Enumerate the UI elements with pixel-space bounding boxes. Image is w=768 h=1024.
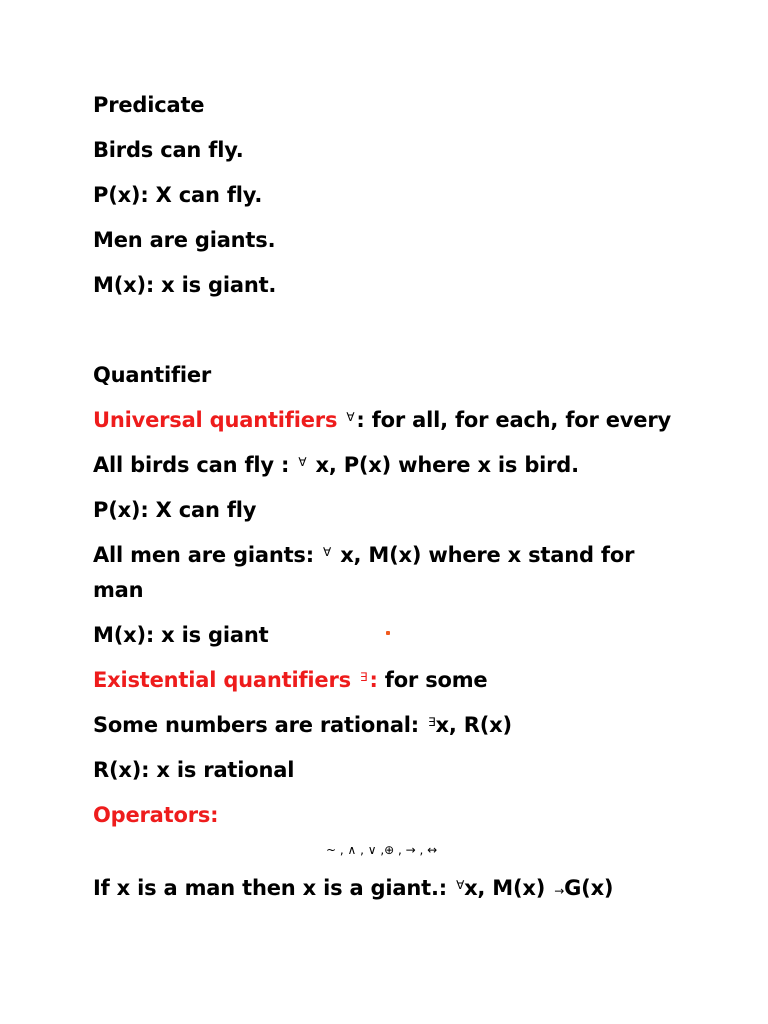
exists-symbol: ∃	[360, 670, 368, 684]
all-birds-line	[93, 451, 579, 482]
existential-quantifier-line	[93, 666, 487, 697]
forall-symbol: ∀	[298, 455, 307, 469]
some-numbers-prefix: Some numbers are rational:	[93, 713, 420, 737]
if-man-middle: x, M(x)	[464, 876, 546, 900]
px-can-fly-line: P(x): X can fly.	[93, 183, 263, 207]
all-men-suffix: x, M(x) where x stand for	[340, 543, 635, 567]
px-can-fly-line-2: P(x): X can fly	[93, 498, 257, 522]
forall-symbol: ∀	[323, 545, 332, 559]
if-man-suffix: G(x)	[564, 876, 614, 900]
men-giants-line: Men are giants.	[93, 228, 276, 252]
implies-arrow-icon: →	[554, 884, 565, 898]
if-man-prefix: If x is a man then x is a giant.:	[93, 876, 447, 900]
all-men-wrap-line: man	[93, 578, 144, 602]
all-birds-prefix: All birds can fly :	[93, 453, 290, 477]
mx-giant-line: M(x): x is giant.	[93, 273, 277, 297]
rx-rational-line: R(x): x is rational	[93, 758, 295, 782]
forall-symbol: ∀	[456, 878, 465, 892]
predicate-heading: Predicate	[93, 93, 205, 117]
quantifier-heading: Quantifier	[93, 363, 212, 387]
all-men-prefix: All men are giants:	[93, 543, 314, 567]
some-numbers-line	[93, 711, 512, 742]
all-men-line	[93, 541, 634, 572]
existential-colon: :	[369, 668, 378, 692]
operators-symbols: ~ , ∧ , ∨ ,⊕ , → , ↔	[326, 843, 438, 857]
all-birds-suffix: x, P(x) where x is bird.	[315, 453, 579, 477]
marker-dot	[386, 631, 390, 635]
universal-quantifier-line	[93, 406, 671, 437]
operators-heading: Operators:	[93, 803, 219, 827]
birds-can-fly-line: Birds can fly.	[93, 138, 244, 162]
universal-label: Universal quantifiers	[93, 408, 338, 432]
if-man-line	[93, 874, 613, 905]
existential-desc: for some	[384, 668, 488, 692]
mx-giant-line-2: M(x): x is giant	[93, 623, 269, 647]
some-numbers-suffix: x, R(x)	[435, 713, 512, 737]
exists-symbol: ∃	[428, 715, 436, 729]
forall-symbol: ∀	[346, 410, 355, 424]
existential-label: Existential quantifiers	[93, 668, 351, 692]
universal-desc: : for all, for each, for every	[356, 408, 671, 432]
